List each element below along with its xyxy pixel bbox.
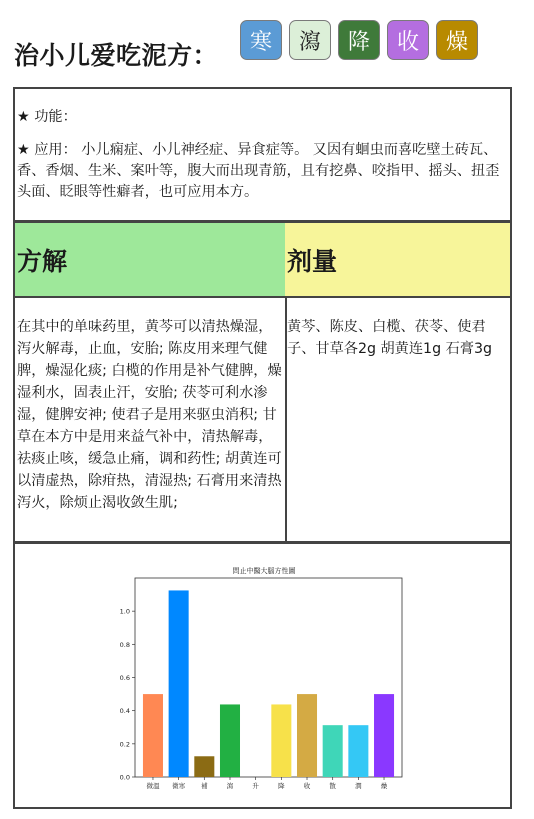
y-tick-label: 0.4 — [119, 707, 130, 716]
x-tick-label: 潤 — [355, 782, 362, 790]
property-bar-chart — [15, 544, 510, 807]
page-title: 治小儿爱吃泥方： — [14, 41, 219, 70]
tag-cold: 寒 — [240, 20, 282, 60]
bar-1 — [169, 590, 189, 777]
explanation-text: 在其中的单味药里，黄芩可以清热燥湿，泻火解毒，止血，安胎; 陈皮用来理气健脾，燥湿化痰; 白榄的作用是补气健脾，燥湿利水，固表止汗，安胎; 茯苓可利水渗湿，健脾安神; 使君子是用来驱虫消积; 甘草在本方中是用来益气补中，清热解毒，祛痰止咳，缓急止痛，调和药性; 胡黄连可以清虚热，除疳热，清湿热; 石膏用来清热泻火，除烦止渴收敛生肌; — [15, 298, 287, 541]
tag-purge: 瀉 — [289, 20, 331, 60]
application-text: ★ 应用： 小儿痫症、小儿神经症、异食症等。 又因有蛔虫而喜吃壁土砖瓦、香、香烟、生米、案叶等，腹大而出现青筋，且有挖鼻、咬指甲、摇头、扭歪头面、眨眼等性癖者，也可应用本方。 — [17, 142, 500, 200]
y-tick-label: 0.0 — [119, 773, 130, 782]
tag-astringe: 收 — [387, 20, 429, 60]
x-tick-label: 微寒 — [172, 782, 186, 790]
x-tick-label: 燥 — [380, 782, 388, 790]
tag-descend: 降 — [338, 20, 380, 60]
x-tick-label: 降 — [278, 782, 285, 790]
y-tick-label: 1.0 — [119, 607, 130, 616]
header — [14, 20, 524, 80]
x-tick-label: 升 — [252, 782, 259, 790]
x-tick-label: 補 — [201, 782, 208, 790]
formula-table — [13, 221, 512, 543]
bar-0 — [143, 694, 163, 777]
bar-6 — [297, 694, 317, 777]
dosage-text: 黄芩、陈皮、白榄、茯苓、使君子、甘草各2g 胡黄连1g 石膏3g — [287, 319, 492, 357]
chart-panel — [13, 542, 512, 809]
bar-9 — [374, 694, 394, 777]
bar-5 — [271, 704, 291, 777]
x-tick-label: 收 — [303, 782, 311, 790]
bar-7 — [323, 725, 343, 777]
y-tick-label: 0.8 — [119, 640, 130, 649]
header-explanation: 方解 — [15, 223, 287, 298]
x-tick-label: 散 — [329, 782, 336, 790]
info-panel — [13, 87, 512, 222]
bar-3 — [220, 704, 240, 777]
tag-dry: 燥 — [436, 20, 478, 60]
y-tick-label: 0.6 — [119, 674, 130, 682]
x-tick-label: 微溫 — [146, 782, 160, 790]
y-tick-label: 0.2 — [119, 740, 130, 749]
header-dosage: 剂量 — [285, 223, 510, 298]
chart-title: 問止中醫大腦方性圖 — [232, 567, 296, 575]
bar-8 — [348, 725, 368, 777]
bar-2 — [194, 756, 214, 777]
function-line: ★ 功能： — [17, 109, 77, 125]
property-tags — [240, 20, 478, 60]
x-tick-label: 瀉 — [226, 782, 234, 790]
